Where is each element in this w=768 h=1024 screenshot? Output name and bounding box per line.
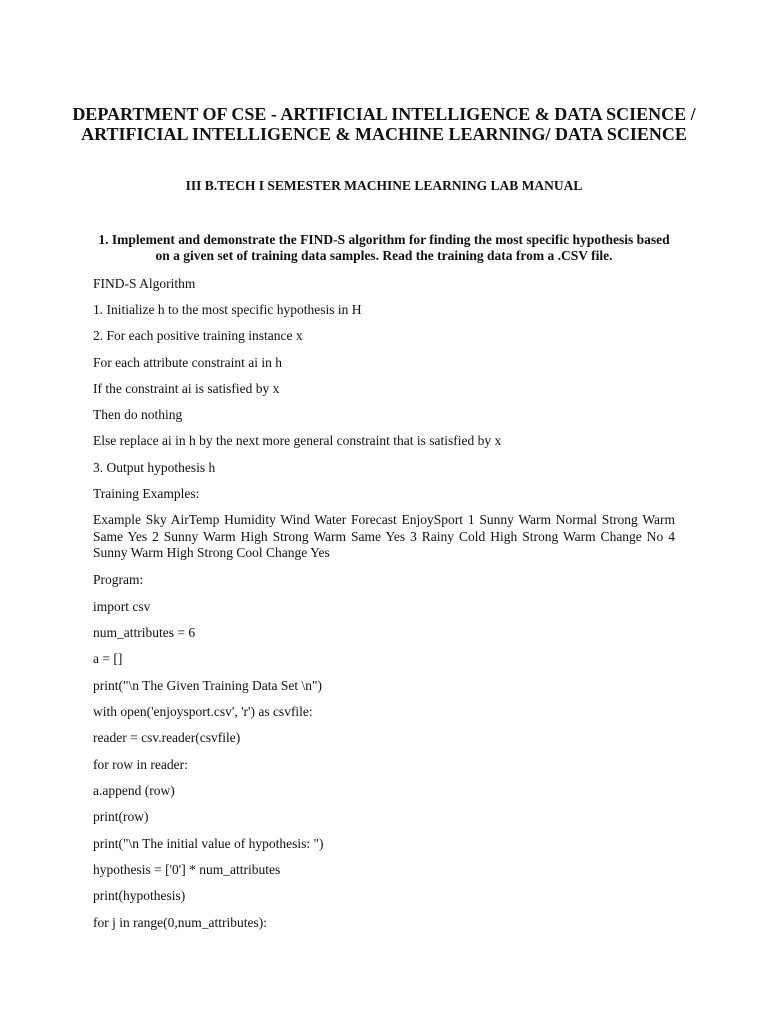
algorithm-step: Then do nothing <box>93 407 183 422</box>
code-line: hypothesis = ['0'] * num_attributes <box>93 862 281 877</box>
algorithm-step: If the constraint ai is satisfied by x <box>93 381 280 396</box>
code-line: print(hypothesis) <box>93 888 186 903</box>
code-line: with open('enjoysport.csv', 'r') as csvfile: <box>93 704 313 719</box>
algorithm-step: 2. For each positive training instance x <box>93 328 303 343</box>
algorithm-step: Else replace ai in h by the next more general constraint that is satisfied by x <box>93 433 502 448</box>
code-line: print("\n The Given Training Data Set \n") <box>93 678 322 693</box>
code-line: for row in reader: <box>93 757 188 772</box>
program-heading: Program: <box>93 572 144 587</box>
code-line: print(row) <box>93 809 149 824</box>
training-examples-heading: Training Examples: <box>93 486 200 501</box>
code-line: reader = csv.reader(csvfile) <box>93 730 241 745</box>
lab-manual-subtitle: III B.TECH I SEMESTER MACHINE LEARNING LAB MANUAL <box>185 178 583 193</box>
department-title: DEPARTMENT OF CSE - ARTIFICIAL INTELLIGENCE & DATA SCIENCE / ARTIFICIAL INTELLIGENCE & MACHINE LEARNING/ DATA SCIENCE <box>72 104 696 144</box>
training-examples-text: Example Sky AirTemp Humidity Wind Water Forecast EnjoySport 1 Sunny Warm Normal Strong Warm Same Yes 2 Sunny Warm High Strong Warm Same Yes 3 Rainy Cold High Strong Warm Change No 4 Sunny Warm High Strong Cool Change Yes <box>93 512 675 560</box>
code-line: import csv <box>93 599 151 614</box>
code-line: print("\n The initial value of hypothesis: ") <box>93 836 324 851</box>
code-line: a = [] <box>93 651 123 666</box>
algorithm-step: 3. Output hypothesis h <box>93 460 216 475</box>
experiment-question: 1. Implement and demonstrate the FIND-S algorithm for finding the most specific hypothesis based on a given set of training data samples. Read the training data from a .CSV file. <box>98 232 670 263</box>
code-line: a.append (row) <box>93 783 175 798</box>
algorithm-heading: FIND-S Algorithm <box>93 276 196 291</box>
algorithm-step: For each attribute constraint ai in h <box>93 355 282 370</box>
code-line: num_attributes = 6 <box>93 625 196 640</box>
code-line: for j in range(0,num_attributes): <box>93 915 267 930</box>
algorithm-step: 1. Initialize h to the most specific hypothesis in H <box>93 302 362 317</box>
